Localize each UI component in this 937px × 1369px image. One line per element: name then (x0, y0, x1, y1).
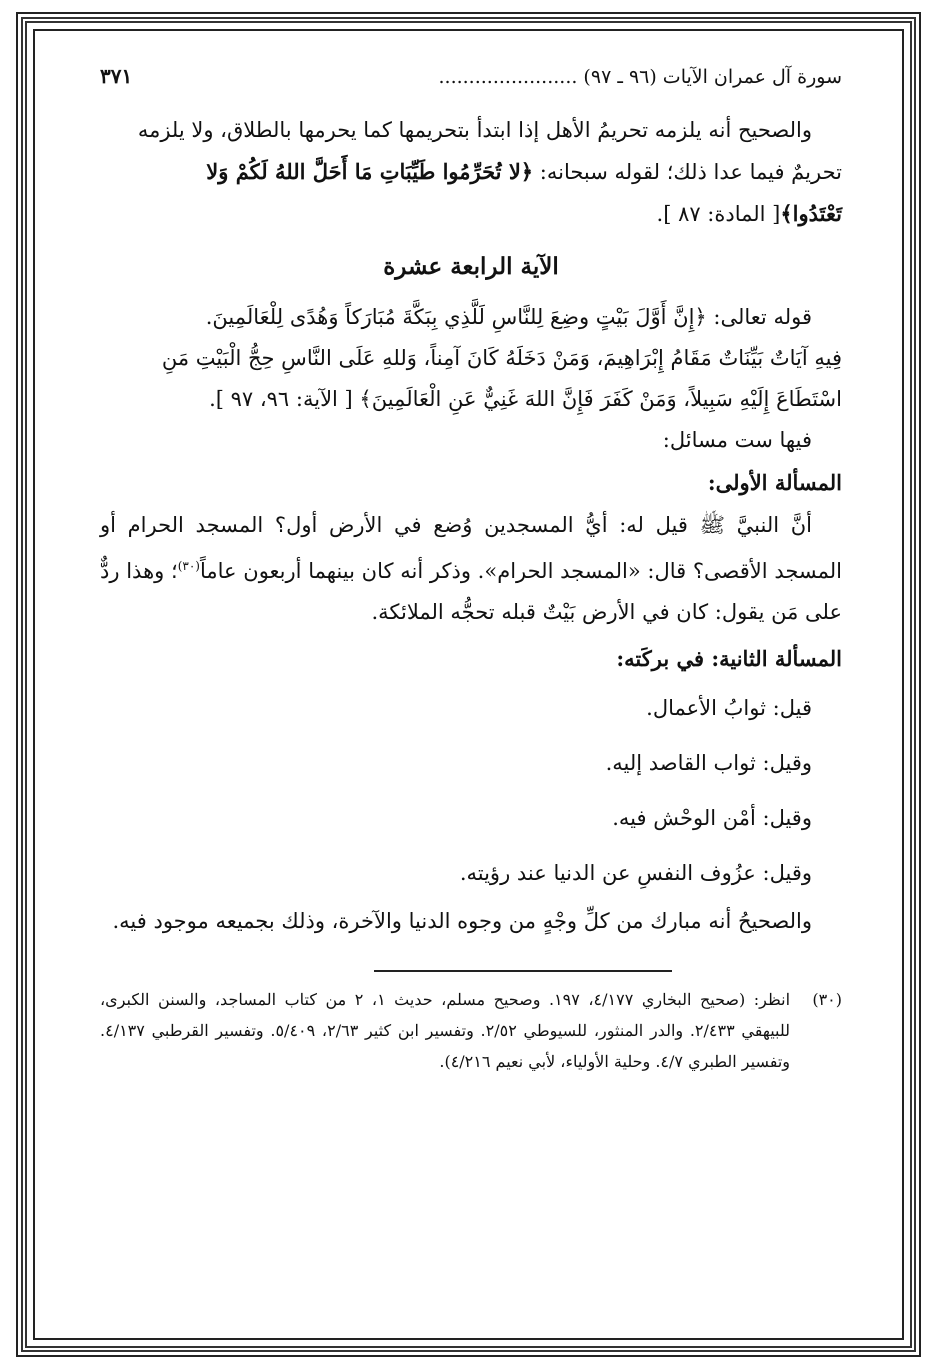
header-title: سورة آل عمران الآيات (٩٦ ـ ٩٧) ....................... (438, 66, 842, 88)
verse-paragraph (100, 297, 842, 420)
footnote-reference[interactable]: (٣٠) (177, 559, 200, 573)
section-heading: الآية الرابعة عشرة (383, 253, 559, 280)
page-content (100, 56, 842, 1077)
intro-line-1: والصحيح أنه يلزمه تحريمُ الأهل إذا ابتدأ بتحريمها كما يحرمها بالطلاق، ولا يلزمه (137, 118, 812, 142)
issue-1-text-b: ؛ وهذا ردٌّ على مَن يقول: كان في الأرض بَيْتٌ قبله تحجُّه الملائكة. (100, 559, 842, 624)
footnote (100, 984, 842, 1077)
issue-2-list (100, 681, 842, 901)
running-header (100, 56, 842, 96)
verse-line-1: قوله تعالى: ﴿إِنَّ أَوَّلَ بَيْتٍ وضِعَ لِلنَّاسِ لَلَّذِي بِبَكَّةَ مُبَارَكاً وَهُدًى لِلْعَالَمِينَ. (205, 305, 812, 329)
list-item: قيل: ثوابُ الأعمال. (646, 696, 812, 720)
list-item: وقيل: عزُوف النفسِ عن الدنيا عند رؤيته. (459, 861, 812, 885)
issue-1-text-a: أنَّ النبيَّ ﷺ قيل له: أيُّ المسجدين وُضع في الأرض أول؟ المسجد الحرام أو المسجد الأقصى؟ قال: «المسجد الحرام». وذكر أنه كان بينهما أربعون عاماً (100, 513, 843, 583)
quran-quote: ﴿لا تُحَرِّمُوا طَيِّبَاتِ مَا أَحَلَّ اللهُ لَكُمْ وَلا (206, 159, 534, 184)
list-item: وقيل: أمْن الوحْش فيه. (612, 806, 812, 830)
verse-line-3: اسْتَطَاعَ إِلَيْهِ سَبِيلاً، وَمَنْ كَفَرَ فَإِنَّ اللهَ غَنِيٌّ عَنِ الْعَالَمِينَ﴾ [ الآية: ٩٦، ٩٧ ]. (209, 387, 842, 411)
footnote-divider (374, 970, 672, 972)
issue-2-conclusion: والصحيحُ أنه مبارك من كلِّ وجْهٍ من وجوه الدنيا والآخرة، وذلك بجميعه موجود فيه. (112, 909, 812, 933)
intro-paragraph (100, 110, 842, 235)
quran-quote-end: تَعْتَدُوا﴾ (780, 201, 842, 226)
footnote-text: انظر: (صحيح البخاري ٤/١٧٧، ١٩٧. وصحيح مسلم، حديث ١، ٢ من كتاب المساجد، والسنن الكبرى، للبيهقي ٢/٤٣٣. والدر المنثور، للسيوطي ٢/٥٢. وتفسير ابن كثير ٢/٦٣، ٥/٤٠٩. وتفسير القرطبي ٤/١٣٧. وتفسير الطبري ٤/٧. وحلية الأولياء، لأبي نعيم ٤/٢١٦). (100, 990, 791, 1071)
issue-2-title: المسألة الثانية: في بركَته: (616, 646, 842, 671)
intro-text: تحريمٌ فيما عدا ذلك؛ لقوله سبحانه: (533, 160, 842, 184)
page-number: ٣٧١ (100, 64, 133, 88)
issue-1-text (100, 505, 842, 633)
list-item: وقيل: ثواب القاصد إليه. (605, 751, 812, 775)
footnote-number: (٣٠) (812, 990, 842, 1009)
verse-reference: [ المادة: ٨٧ ]. (656, 202, 781, 226)
verse-line-2: فِيهِ آيَاتٌ بَيِّنَاتٌ مَقَامُ إِبْرَاهِيمَ، وَمَنْ دَخَلَهُ كَانَ آمِناً، وَللهِ عَلَى النَّاسِ حِجُّ الْبَيْتِ مَنِ (161, 346, 842, 370)
issues-intro: فيها ست مسائل: (662, 428, 812, 452)
intro-line-2 (100, 151, 842, 193)
issue-1-title: المسألة الأولى: (707, 470, 842, 495)
intro-line-3 (100, 193, 842, 235)
